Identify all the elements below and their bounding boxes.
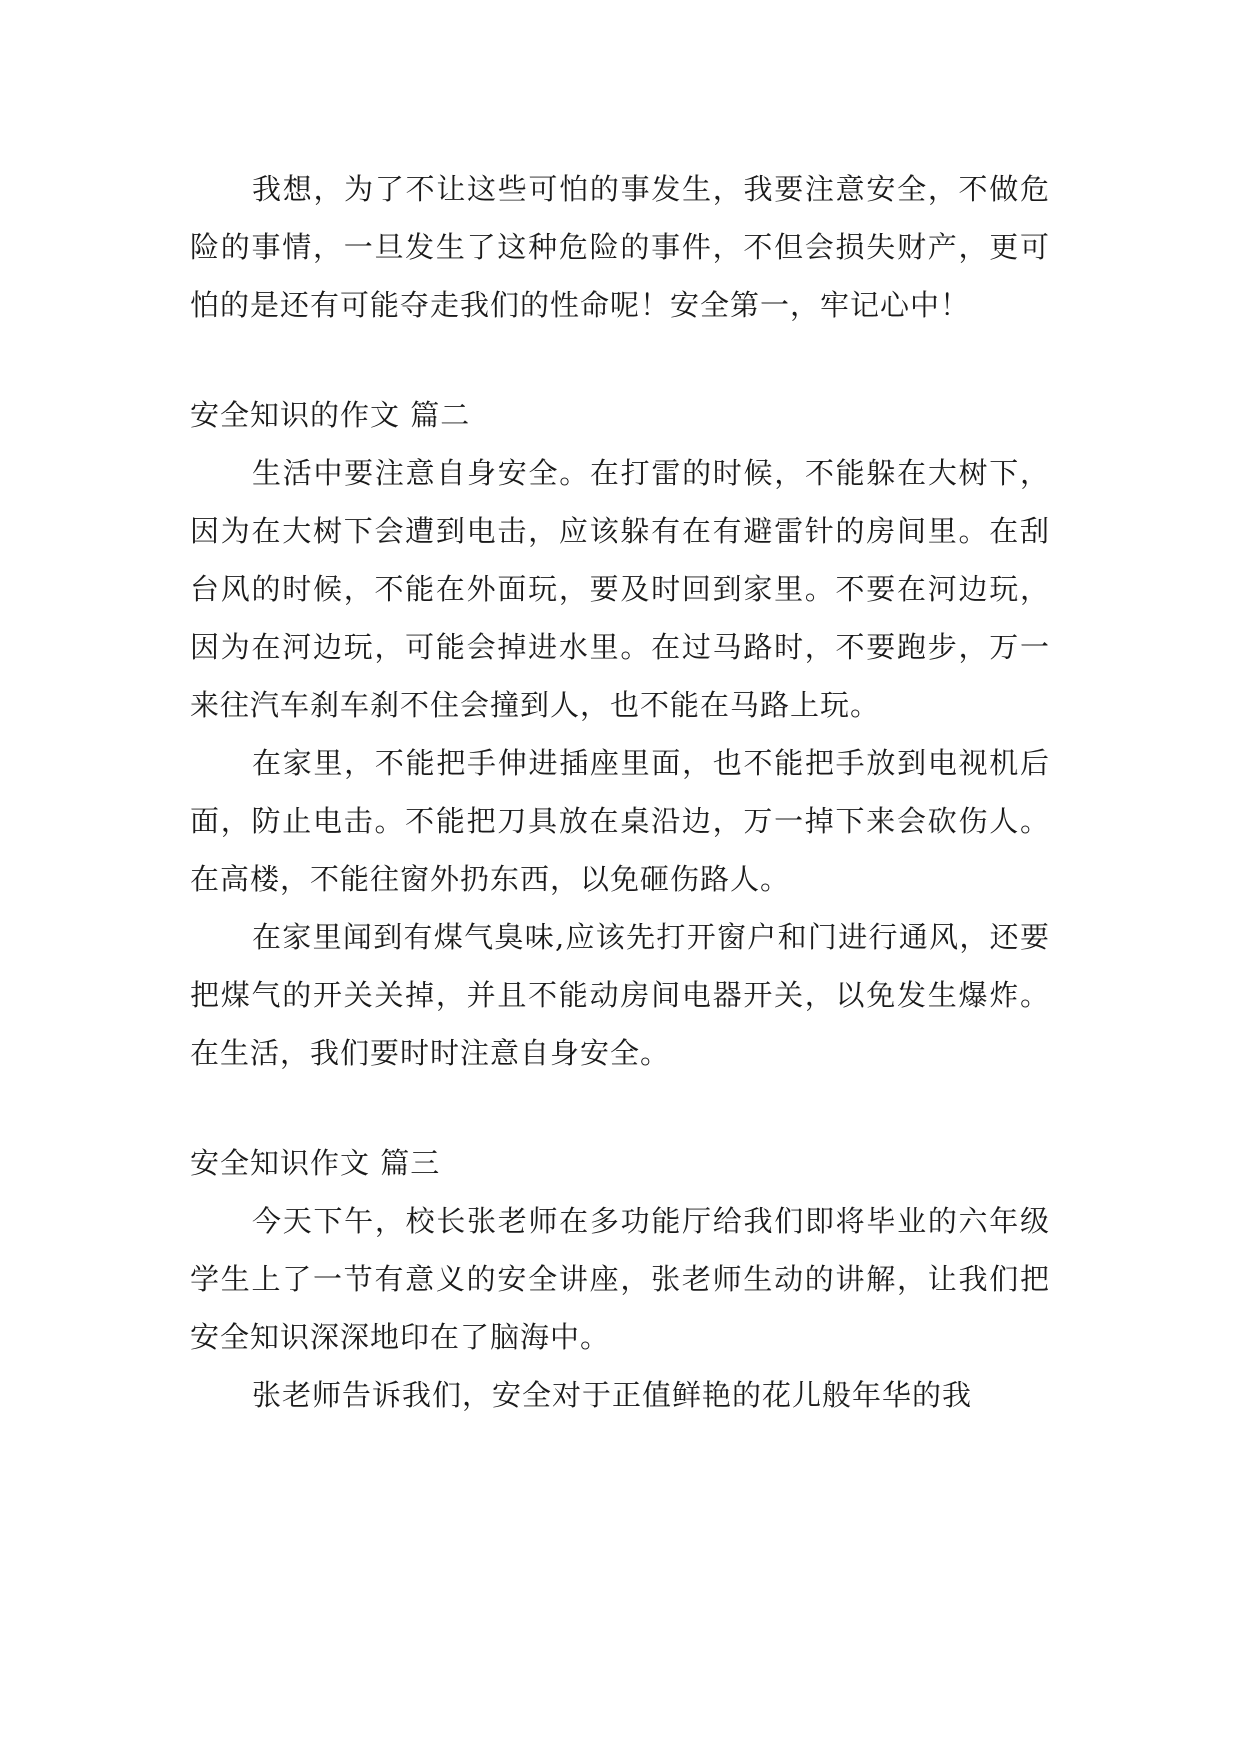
document-page bbox=[190, 160, 1050, 1424]
section-2-paragraph-3: 在家里闻到有煤气臭味,应该先打开窗户和门进行通风，还要把煤气的开关关掉，并且不能动房间电器开关，以免发生爆炸。在生活，我们要时时注意自身安全。 bbox=[190, 920, 1050, 1070]
intro-paragraph: 我想，为了不让这些可怕的事发生，我要注意安全，不做危险的事情，一旦发生了这种危险的事件，不但会损失财产，更可怕的是还有可能夺走我们的性命呢！安全第一，牢记心中！ bbox=[190, 172, 1050, 322]
section-3-paragraph-1: 今天下午，校长张老师在多功能厅给我们即将毕业的六年级学生上了一节有意义的安全讲座，张老师生动的讲解，让我们把安全知识深深地印在了脑海中。 bbox=[190, 1204, 1050, 1354]
section-2-heading: 安全知识的作文 篇二 bbox=[190, 398, 471, 432]
section-3-paragraph-2: 张老师告诉我们，安全对于正值鲜艳的花儿般年华的我 bbox=[252, 1378, 973, 1412]
section-2-paragraph-1: 生活中要注意自身安全。在打雷的时候，不能躲在大树下，因为在大树下会遭到电击，应该躲有在有避雷针的房间里。在刮台风的时候，不能在外面玩，要及时回到家里。不要在河边玩，因为在河边玩，可能会掉进水里。在过马路时，不要跑步，万一来往汽车刹车刹不住会撞到人，也不能在马路上玩。 bbox=[190, 456, 1050, 722]
section-3-heading: 安全知识作文 篇三 bbox=[190, 1146, 441, 1180]
section-2-paragraph-2: 在家里，不能把手伸进插座里面，也不能把手放到电视机后面，防止电击。不能把刀具放在桌沿边，万一掉下来会砍伤人。在高楼，不能往窗外扔东西，以免砸伤路人。 bbox=[190, 746, 1050, 896]
